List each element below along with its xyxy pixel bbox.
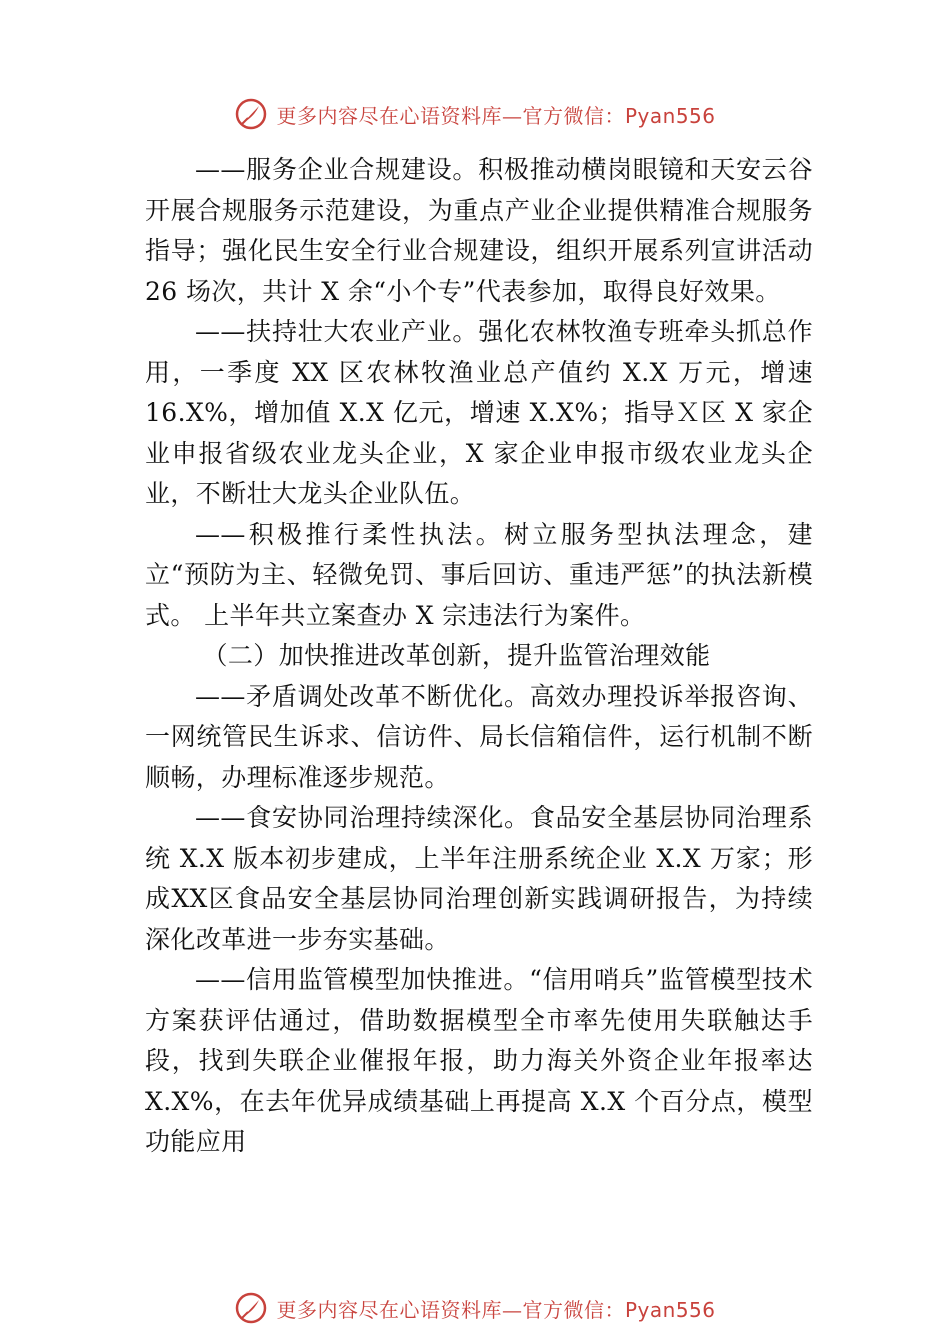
watermark-text: 更多内容尽在心语资料库—官方微信：Pyan556 [276, 1297, 716, 1322]
section-heading: （二）加快推进改革创新，提升监管治理效能 [202, 641, 711, 670]
watermark-handle: Pyan556 [624, 1297, 716, 1322]
document-body [145, 150, 813, 1163]
paragraph-agriculture: ——扶持壮大农业产业。强化农林牧渔专班牵头抓总作用，一季度 XX 区农林牧渔业总产值约 X.X 万元，增速 16.X%，增加值 X.X 亿元，增速 X.X%；指导Ｘ区 X 家企业申报省级农业龙头企业，X 家企业申报市级农业龙头企业，不断壮大龙头企业队伍。 [145, 317, 813, 508]
paragraph-food-safety: ——食安协同治理持续深化。食品安全基层协同治理系统 X.X 版本初步建成，上半年注册系统企业 X.X 万家；形成XX区食品安全基层协同治理创新实践调研报告，为持续深化改革进一步夯实基础。 [145, 803, 813, 954]
watermark-handle: Pyan556 [624, 103, 716, 128]
quill-logo-icon [234, 1291, 268, 1325]
paragraph-flexible-enforcement: ——积极推行柔性执法。树立服务型执法理念，建立“预防为主、轻微免罚、事后回访、重违严惩”的执法新模式。 上半年共立案查办 X 宗违法行为案件。 [145, 519, 813, 630]
paragraph-compliance: ——服务企业合规建设。积极推动横岗眼镜和天安云谷开展合规服务示范建设，为重点产业企业提供精准合规服务指导；强化民生安全行业合规建设，组织开展系列宣讲活动 26 场次，共计 X 余“小个专”代表参加，取得良好效果。 [145, 155, 813, 306]
watermark-header [0, 94, 950, 134]
quill-logo-icon [234, 97, 268, 131]
paragraph-dispute-reform: ——矛盾调处改革不断优化。高效办理投诉举报咨询、一网统管民生诉求、信访件、局长信箱信件，运行机制不断顺畅，办理标准逐步规范。 [145, 681, 813, 792]
watermark-text: 更多内容尽在心语资料库—官方微信：Pyan556 [276, 103, 716, 128]
watermark-footer [0, 1288, 950, 1328]
paragraph-credit-model: ——信用监管模型加快推进。“信用哨兵”监管模型技术方案获评估通过，借助数据模型全市率先使用失联触达手段，找到失联企业催报年报，助力海关外资企业年报率达 X.X%，在去年优异成绩基础上再提高 X.X 个百分点，模型功能应用 [145, 965, 813, 1156]
